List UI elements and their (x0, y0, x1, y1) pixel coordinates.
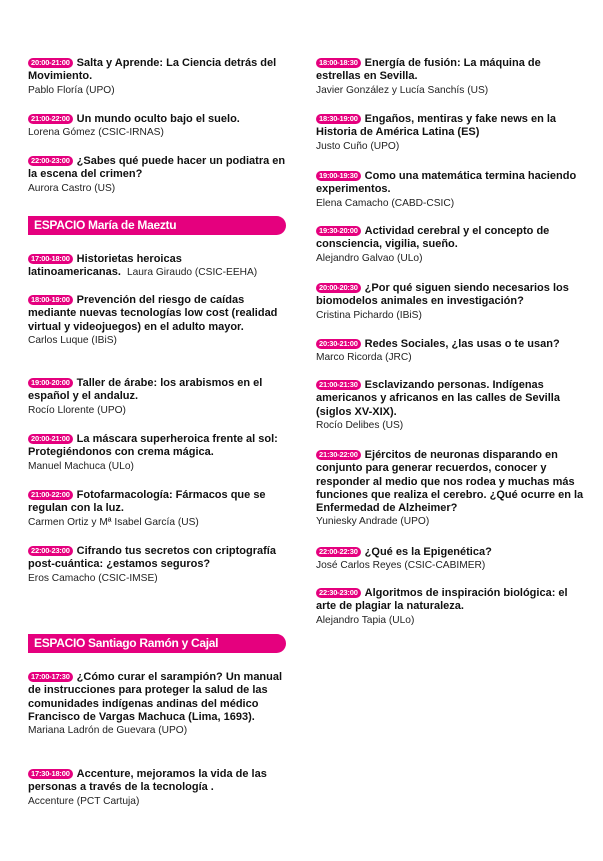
event-item (28, 57, 290, 97)
event-item (316, 57, 586, 97)
event-speaker: Carmen Ortiz y Mª Isabel García (US) (28, 516, 199, 528)
event-title-line (28, 377, 290, 404)
event-title: La máscara superheroica frente al sol: Protegiéndonos con crema mágica. (28, 433, 278, 459)
event-speaker: Rocío Delibes (US) (316, 419, 404, 431)
event-item (316, 449, 586, 528)
event-title-line (28, 155, 290, 182)
event-title-line (28, 57, 290, 84)
event-speaker: José Carlos Reyes (CSIC-CABIMER) (316, 560, 486, 572)
event-item (28, 253, 290, 280)
event-title-line (316, 338, 586, 351)
event-speaker: Javier González y Lucía Sanchís (US) (316, 84, 489, 96)
section-header-maeztu: ESPACIO María de Maeztu (28, 216, 286, 235)
event-time-badge: 20:00-21:00 (28, 58, 73, 68)
event-time-badge: 22:00-22:30 (316, 547, 361, 557)
event-title: Engaños, mentiras y fake news en la Historia de América Latina (ES) (316, 113, 557, 139)
event-time-badge: 21:30-22:00 (316, 450, 361, 460)
event-item (28, 377, 290, 417)
event-speaker: Justo Cuño (UPO) (316, 140, 400, 152)
event-title-line (316, 282, 586, 309)
event-item (316, 546, 586, 572)
event-speaker: Marco Ricorda (JRC) (316, 352, 412, 364)
event-title-line (28, 489, 290, 516)
event-speaker: Pablo Floría (UPO) (28, 84, 115, 96)
event-title: ¿Qué es la Epigenética? (364, 546, 492, 558)
event-title: Cifrando tus secretos con criptografía post-cuántica: ¿estamos seguros? (28, 545, 276, 571)
event-item (28, 155, 290, 195)
event-title-line (28, 671, 290, 724)
event-time-badge: 20:00-20:30 (316, 283, 361, 293)
event-item (28, 433, 290, 473)
event-title-line (28, 768, 290, 795)
event-title-line (316, 587, 586, 614)
event-title-line (316, 449, 586, 515)
event-title: Ejércitos de neuronas disparando en conjunto para generar recuerdos, conocer y responder al medio que nos rodea y muchas más funciones que realiza el cerebro. ¿Qué ocurre en la Enfermedad de Alzheimer? (316, 449, 584, 515)
event-title: Historietas heroicas latinoamericanas. (28, 253, 182, 279)
event-title: Algoritmos de inspiración biológica: el arte de plagiar la naturaleza. (316, 587, 568, 613)
event-time-badge: 20:30-21:00 (316, 339, 361, 349)
section-header-cajal: ESPACIO Santiago Ramón y Cajal (28, 634, 286, 653)
event-time-badge: 17:30-18:00 (28, 769, 73, 779)
event-speaker: Lorena Gómez (CSIC-IRNAS) (28, 127, 164, 139)
event-title-line (28, 545, 290, 572)
event-speaker: Eros Camacho (CSIC-IMSE) (28, 572, 158, 584)
event-title-line (316, 225, 586, 252)
event-speaker: Carlos Luque (IBiS) (28, 334, 117, 346)
event-time-badge: 19:30-20:00 (316, 226, 361, 236)
event-time-badge: 22:00-23:00 (28, 546, 73, 556)
event-item (28, 113, 290, 139)
event-title-line (316, 113, 586, 140)
event-speaker: Cristina Pichardo (IBiS) (316, 309, 422, 321)
event-speaker: Manuel Machuca (ULo) (28, 460, 134, 472)
event-title: ¿Cómo curar el sarampión? Un manual de instrucciones para proteger la salud de las comunidades indígenas andinas del médico Francisco de Vargas Machuca (Lima, 1693). (28, 671, 283, 723)
event-speaker: Elena Camacho (CABD-CSIC) (316, 197, 455, 209)
event-item (28, 671, 290, 737)
event-time-badge: 21:00-21:30 (316, 380, 361, 390)
event-title-line (28, 294, 290, 334)
event-time-badge: 20:00-21:00 (28, 434, 73, 444)
event-time-badge: 18:00-18:30 (316, 58, 361, 68)
event-title: Un mundo oculto bajo el suelo. (76, 113, 240, 125)
event-time-badge: 22:00-23:00 (28, 156, 73, 166)
event-item (316, 282, 586, 322)
event-speaker: Rocío Llorente (UPO) (28, 404, 126, 416)
event-title: Como una matemática termina haciendo experimentos. (316, 170, 577, 196)
event-item (28, 294, 290, 347)
event-time-badge: 18:30-19:00 (316, 114, 361, 124)
event-time-badge: 21:00-22:00 (28, 490, 73, 500)
event-title-line (316, 379, 586, 419)
event-speaker: Alejandro Tapia (ULo) (316, 614, 415, 626)
event-title-line (316, 57, 586, 84)
event-time-badge: 18:00-19:00 (28, 295, 73, 305)
event-title-line (28, 433, 290, 460)
event-title: Taller de árabe: los arabismos en el español y el andaluz. (28, 377, 263, 403)
event-time-badge: 17:00-18:00 (28, 254, 73, 264)
event-time-badge: 19:00-20:00 (28, 378, 73, 388)
event-title-line (28, 253, 290, 280)
event-speaker: Accenture (PCT Cartuja) (28, 795, 140, 807)
event-speaker: Laura Giraudo (CSIC-EEHA) (126, 267, 258, 279)
event-speaker: Alejandro Galvao (ULo) (316, 252, 423, 264)
event-title-line (28, 113, 290, 126)
event-item (316, 587, 586, 627)
event-title: ¿Sabes qué puede hacer un podiatra en la escena del crimen? (28, 155, 286, 181)
event-title: Prevención del riesgo de caídas mediante nuevas tecnologías low cost (realidad virtual y videojuegos) en el adulto mayor. (28, 294, 278, 333)
event-title: Esclavizando personas. Indígenas americanos y africanos en las calles de Sevilla (siglos XV-XIX). (316, 379, 560, 418)
event-item (28, 489, 290, 529)
event-time-badge: 22:30-23:00 (316, 588, 361, 598)
event-item (28, 768, 290, 808)
event-title: ¿Por qué siguen siendo necesarios los biomodelos animales en investigación? (316, 282, 569, 308)
event-title: Actividad cerebral y el concepto de consciencia, vigilia, sueño. (316, 225, 550, 251)
event-item (28, 545, 290, 585)
event-item (316, 225, 586, 265)
event-title-line (316, 170, 586, 197)
event-speaker: Mariana Ladrón de Guevara (UPO) (28, 725, 188, 737)
event-item (316, 113, 586, 153)
event-title: Accenture, mejoramos la vida de las personas a través de la tecnología . (28, 768, 267, 794)
event-title: Fotofarmacología: Fármacos que se regulan con la luz. (28, 489, 266, 515)
event-item (316, 170, 586, 210)
event-title: Energía de fusión: La máquina de estrellas en Sevilla. (316, 57, 541, 83)
event-time-badge: 21:00-22:00 (28, 114, 73, 124)
event-time-badge: 17:00-17:30 (28, 672, 73, 682)
event-speaker: Aurora Castro (US) (28, 182, 116, 194)
event-title-line (316, 546, 586, 559)
event-time-badge: 19:00-19:30 (316, 171, 361, 181)
event-item (316, 379, 586, 432)
event-title: Salta y Aprende: La Ciencia detrás del Movimiento. (28, 57, 277, 83)
event-speaker: Yuniesky Andrade (UPO) (316, 516, 430, 528)
event-item (316, 338, 586, 364)
event-title: Redes Sociales, ¿las usas o te usan? (364, 338, 560, 350)
